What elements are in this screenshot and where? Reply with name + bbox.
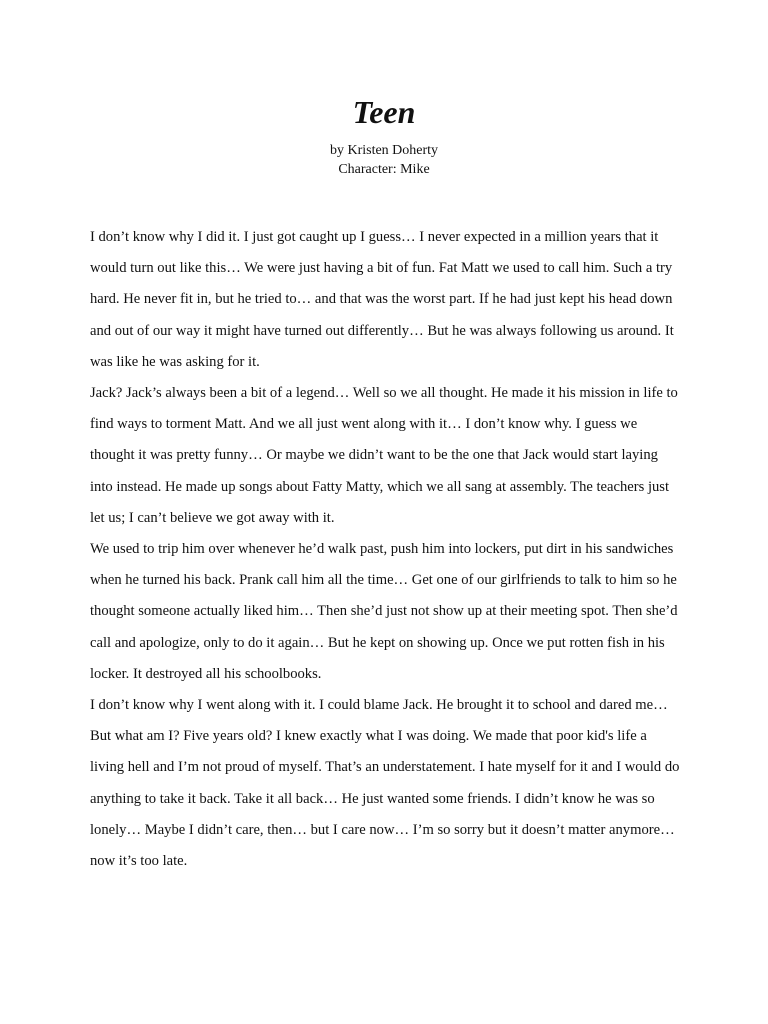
character-line: Character: Mike [338,162,430,177]
document-title: Teen [352,94,416,130]
paragraph: Jack? Jack’s always been a bit of a legend… Well so we all thought. He made it his mission in life to find ways to torment Matt. And we all just went along with it… I don’t know why. I guess we thought it was pretty funny… Or maybe we didn’t want to be the one that Jack would start laying into instead. He made up songs about Fatty Matty, which we all sang at assembly. The teachers just let us; I can’t believe we got away with it. [90,385,678,526]
monologue-body [90,222,684,877]
paragraph: I don’t know why I went along with it. I could blame Jack. He brought it to school and dared me… But what am I? Five years old? I knew exactly what I was doing. We made that poor kid's life a living hell and I’m not proud of myself. That’s an understatement. I hate myself for it and I would do anything to take it back. Take it all back… He just wanted some friends. I didn’t know he was so lonely… Maybe I didn’t care, then… but I care now… I’m so sorry but it doesn’t matter anymore…now it’s too late. [90,697,680,870]
byline [0,141,768,179]
author-line: by Kristen Doherty [329,143,439,158]
paragraph: We used to trip him over whenever he’d walk past, push him into lockers, put dirt in his sandwiches when he turned his back. Prank call him all the time… Get one of our girlfriends to talk to him so he thought someone actually liked him… Then she’d just not show up at their meeting spot. Then she’d call and apologize, only to do it again… But he kept on showing up. Once we put rotten fish in his locker. It destroyed all his schoolbooks. [90,541,678,682]
paragraph: I don’t know why I did it. I just got caught up I guess… I never expected in a million years that it would turn out like this… We were just having a bit of fun. Fat Matt we used to call him. Such a try hard. He never fit in, but he tried to… and that was the worst part. If he had just kept his head down and out of our way it might have turned out differently… But he was always following us around. It was like he was asking for it. [90,229,674,370]
